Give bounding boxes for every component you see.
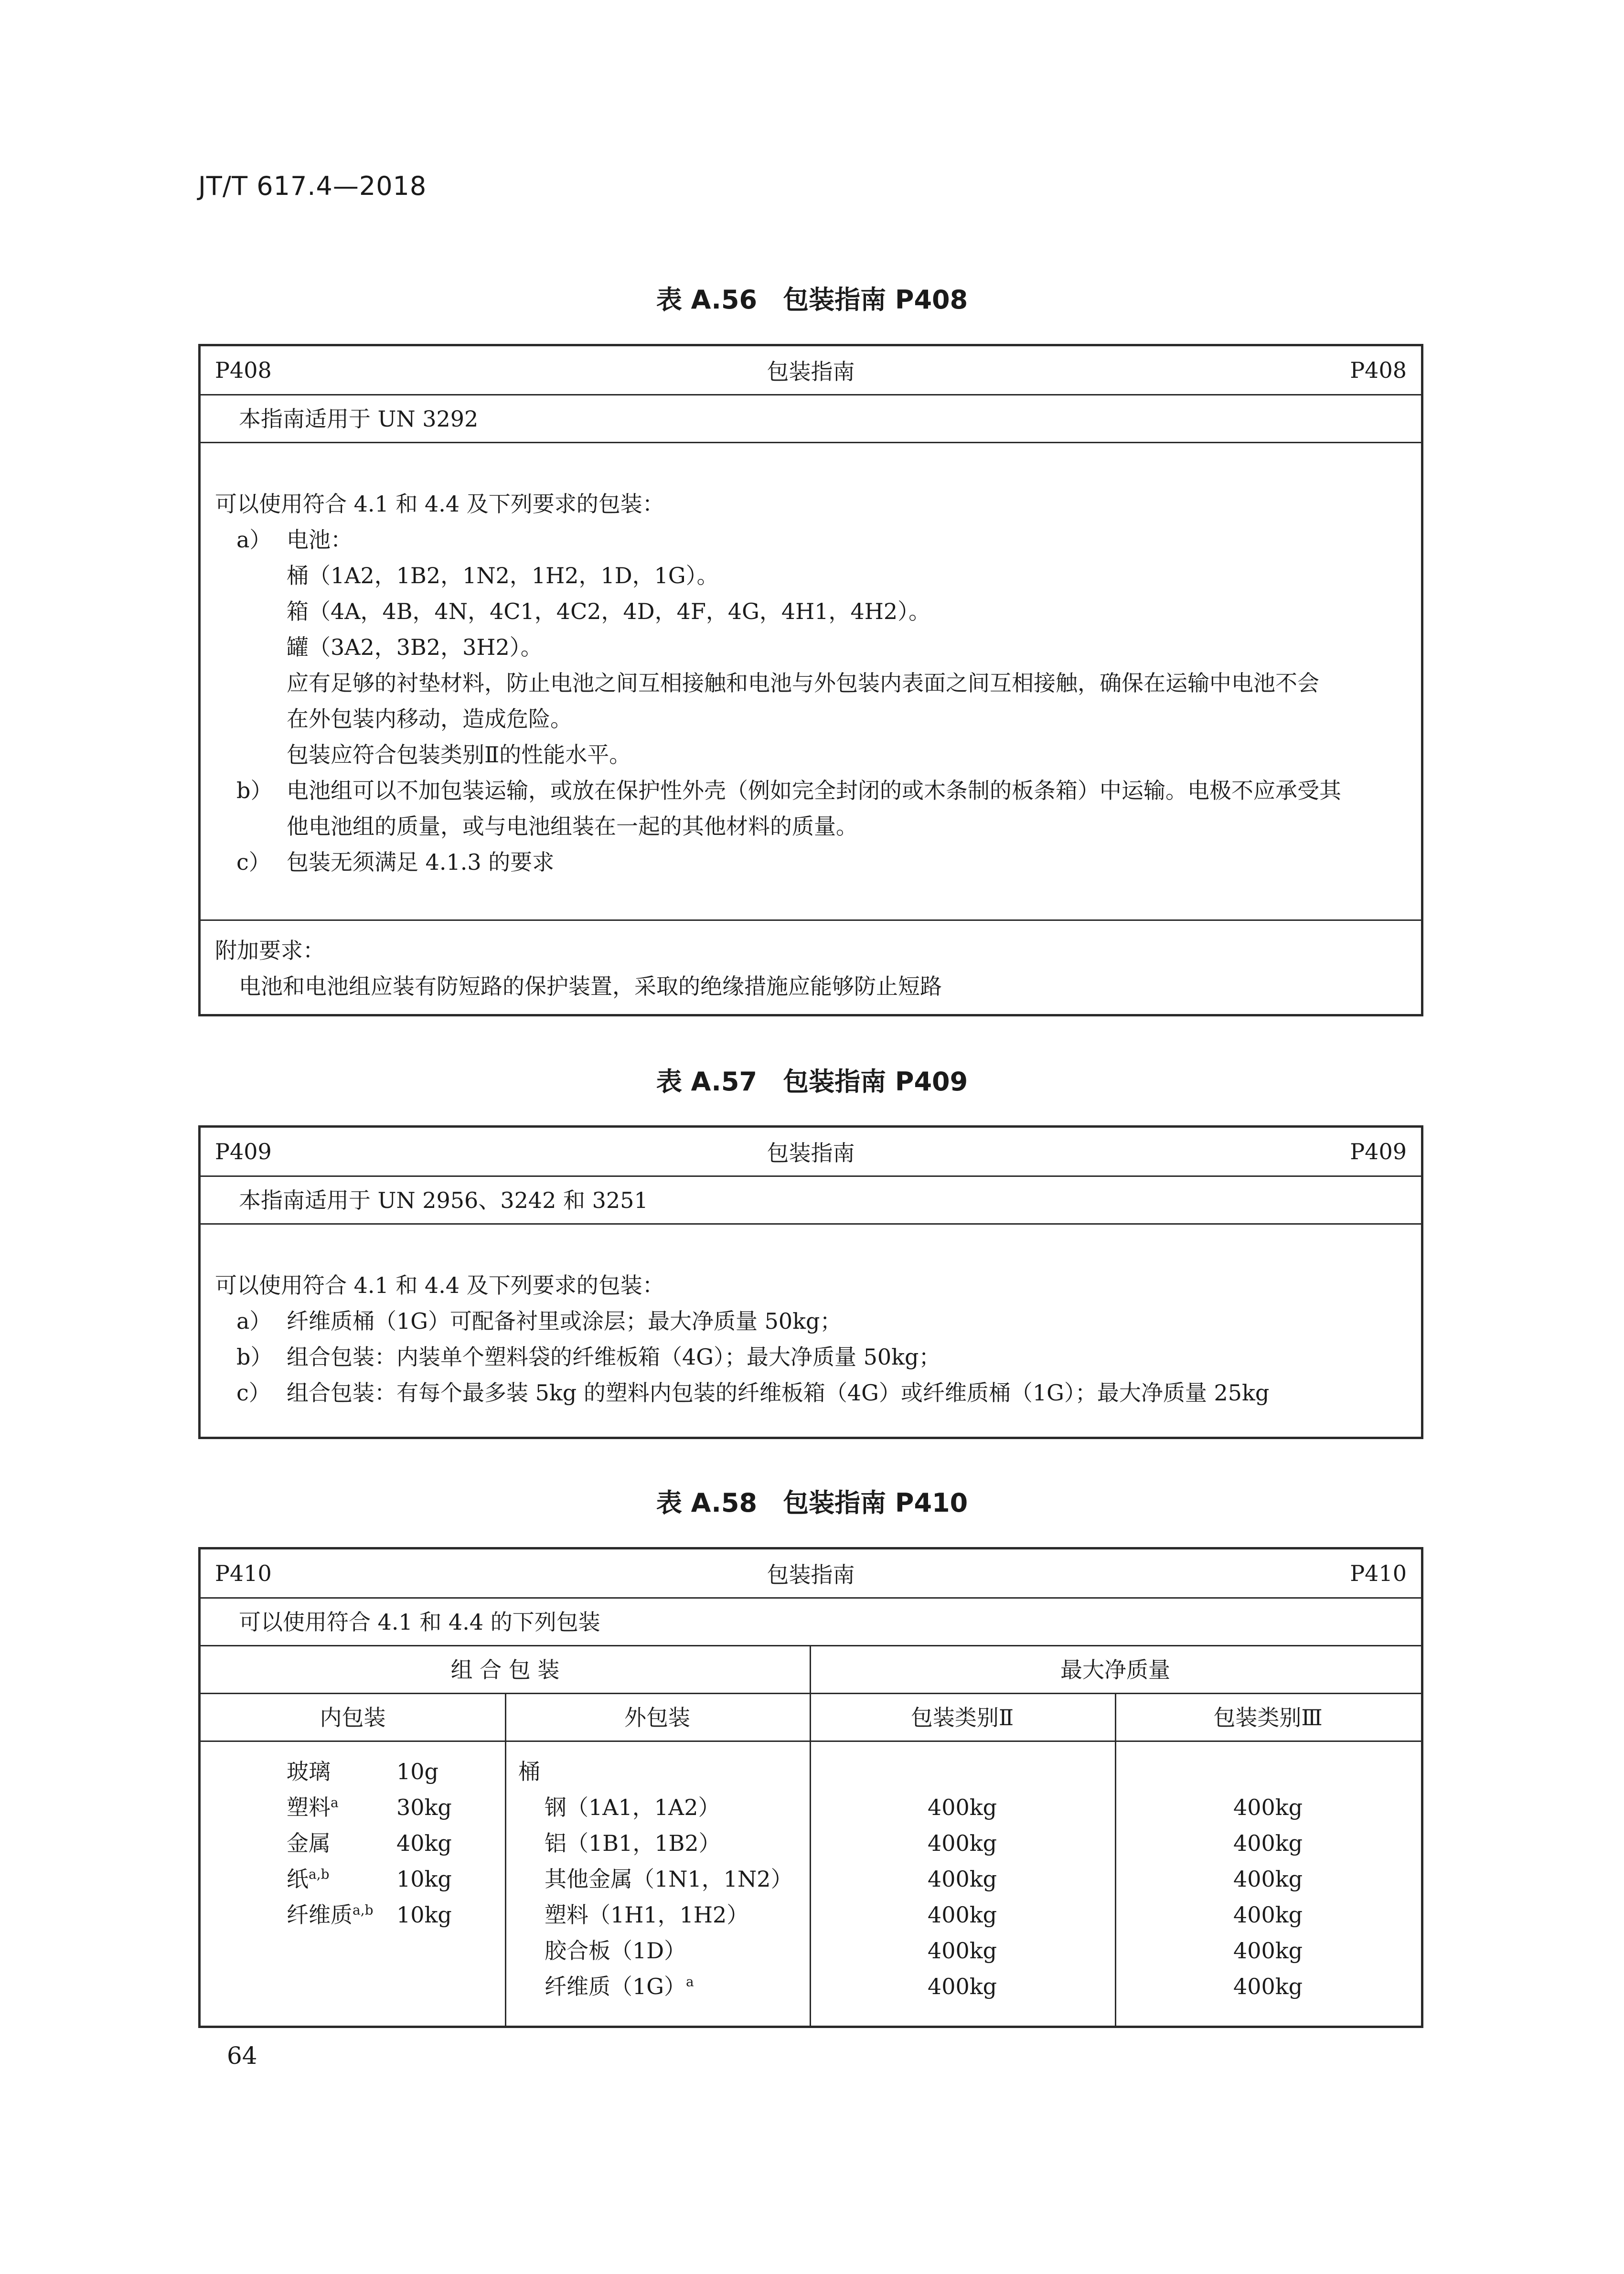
column-header-row [201,1693,1421,1740]
outer-title: 桶 [518,1759,540,1784]
header-code-left: P408 [215,357,272,383]
col-header-outer: 外包装 [624,1705,690,1730]
inner-name: 玻璃 [287,1759,331,1784]
item-label: a） [236,1308,272,1334]
table-header-row [201,346,1421,394]
item-line: 桶（1A2，1B2，1N2，1H2，1D，1G）。 [287,563,719,588]
outer-name: 其他金属（1N1，1N2） [545,1866,793,1892]
applies-text: 本指南适用于 UN 3292 [239,406,479,432]
header-code-right: P408 [1350,357,1407,383]
intro-text: 可以使用符合 4.1 和 4.4 及下列要求的包装： [215,491,664,517]
table-p409 [198,1125,1423,1439]
inner-qty: 40kg [396,1830,452,1856]
item-line: 箱（4A，4B，4N，4C1，4C2，4D，4F，4G，4H1，4H2）。 [287,598,931,624]
inner-name: 金属 [287,1830,331,1856]
item-label: a） [236,527,272,553]
item-line: 在外包装内移动，造成危险。 [287,706,572,732]
pg2-value: 400kg [927,1866,997,1892]
inner-qty: 30kg [396,1794,452,1820]
item-line: 包装无须满足 4.1.3 的要求 [287,849,555,875]
item-line: 纤维质桶（1G）可配备衬里或涂层；最大净质量 50kg； [287,1308,842,1334]
pg2-value: 400kg [927,1974,997,1999]
header-code-left: P410 [215,1560,272,1586]
table-header-row [201,1549,1421,1597]
outer-name: 纤维质$(1G)^a$ [545,1974,694,1999]
table-p410 [198,1547,1423,2028]
item-line: 罐（3A2，3B2，3H2）。 [287,634,543,660]
pg3-value: 400kg [1233,1866,1303,1892]
pg2-value: 400kg [927,1938,997,1964]
group-header-combination: 组 合 包 装 [450,1657,560,1683]
item-label: b） [236,778,273,803]
inner-name: 塑料$^a$ [287,1794,339,1820]
inner-name: 纤维质$^{a,b}$ [287,1902,374,1928]
intro-row [201,1597,1421,1645]
applies-row [201,1175,1421,1223]
footnote-ref: a,b [309,1866,330,1882]
group-header-row [201,1645,1421,1693]
requirements-row [201,1223,1421,1438]
item-line: 组合包装：内装单个塑料袋的纤维板箱（4G）；最大净质量 50kg； [287,1344,941,1370]
pg2-value: 400kg [927,1902,997,1928]
inner-qty: 10kg [396,1866,452,1892]
item-line: 组合包装：有每个最多装 5kg 的塑料内包装的纤维板箱（4G）或纤维质桶（1G）；最大净质量 25kg [287,1380,1270,1406]
applies-row [201,394,1421,442]
inner-name: 纸$^{a,b}$ [287,1866,330,1892]
outer-name: 胶合板（1D） [545,1938,686,1964]
table-caption-p408: 表 A.56 包装指南 P408 [656,285,968,315]
outer-name: 塑料（1H1，1H2） [545,1902,749,1928]
item-label: c） [236,849,271,875]
table-caption-p409: 表 A.57 包装指南 P409 [656,1067,968,1097]
inner-qty: 10kg [396,1902,452,1928]
header-title: 包装指南 [767,1562,855,1588]
item-line: 电池组可以不加包装运输，或放在保护性外壳（例如完全封闭的或木条制的板条箱）中运输。电极不应承受其 [287,778,1341,803]
group-header-max-net-mass: 最大净质量 [1060,1657,1170,1683]
header-code-left: P409 [215,1139,272,1164]
additional-requirements-row [201,919,1421,1015]
requirements-row [201,442,1421,919]
inner-qty: 10g [396,1759,438,1784]
header-code-right: P410 [1350,1560,1407,1586]
item-label: c） [236,1380,271,1406]
footnote-ref: a,b [353,1902,374,1918]
item-label: b） [236,1344,273,1370]
col-header-pg3: 包装类别Ⅲ [1213,1705,1323,1730]
item-line: 他电池组的质量，或与电池组装在一起的其他材料的质量。 [287,813,858,839]
item-line: 包装应符合包装类别Ⅱ的性能水平。 [287,742,631,768]
applies-text: 本指南适用于 UN 2956、3242 和 3251 [239,1187,648,1213]
column-divider [505,1742,506,2027]
header-title: 包装指南 [767,1140,855,1166]
pg3-value: 400kg [1233,1974,1303,1999]
pg3-value: 400kg [1233,1830,1303,1856]
data-row [201,1740,1421,2027]
item-line: 电池： [287,527,353,553]
outer-name: 铝（1B1，1B2） [545,1830,721,1856]
page-number: 64 [227,2042,257,2070]
pg2-value: 400kg [927,1794,997,1820]
col-header-inner: 内包装 [320,1705,386,1730]
item-line: 应有足够的衬垫材料，防止电池之间互相接触和电池与外包装内表面之间互相接触，确保在运输中电池不会 [287,670,1319,696]
header-code-right: P409 [1350,1139,1407,1164]
table-header-row [201,1128,1421,1175]
outer-name: 钢（1A1，1A2） [545,1794,720,1820]
pg3-value: 400kg [1233,1902,1303,1928]
col-header-pg2: 包装类别Ⅱ [910,1705,1014,1730]
document-code: JT/T 617.4—2018 [198,171,427,201]
table-caption-p410: 表 A.58 包装指南 P410 [656,1488,968,1518]
pg3-value: 400kg [1233,1938,1303,1964]
header-title: 包装指南 [767,359,855,384]
additional-text: 电池和电池组应装有防短路的保护装置，采取的绝缘措施应能够防止短路 [239,973,942,999]
pg3-value: 400kg [1233,1794,1303,1820]
footnote-ref: a [686,1974,694,1990]
table-p408 [198,344,1423,1016]
pg2-value: 400kg [927,1830,997,1856]
footnote-ref: a [331,1794,339,1811]
intro-text: 可以使用符合 4.1 和 4.4 及下列要求的包装： [215,1272,664,1298]
additional-title: 附加要求： [215,938,325,963]
intro-text: 可以使用符合 4.1 和 4.4 的下列包装 [239,1609,600,1635]
